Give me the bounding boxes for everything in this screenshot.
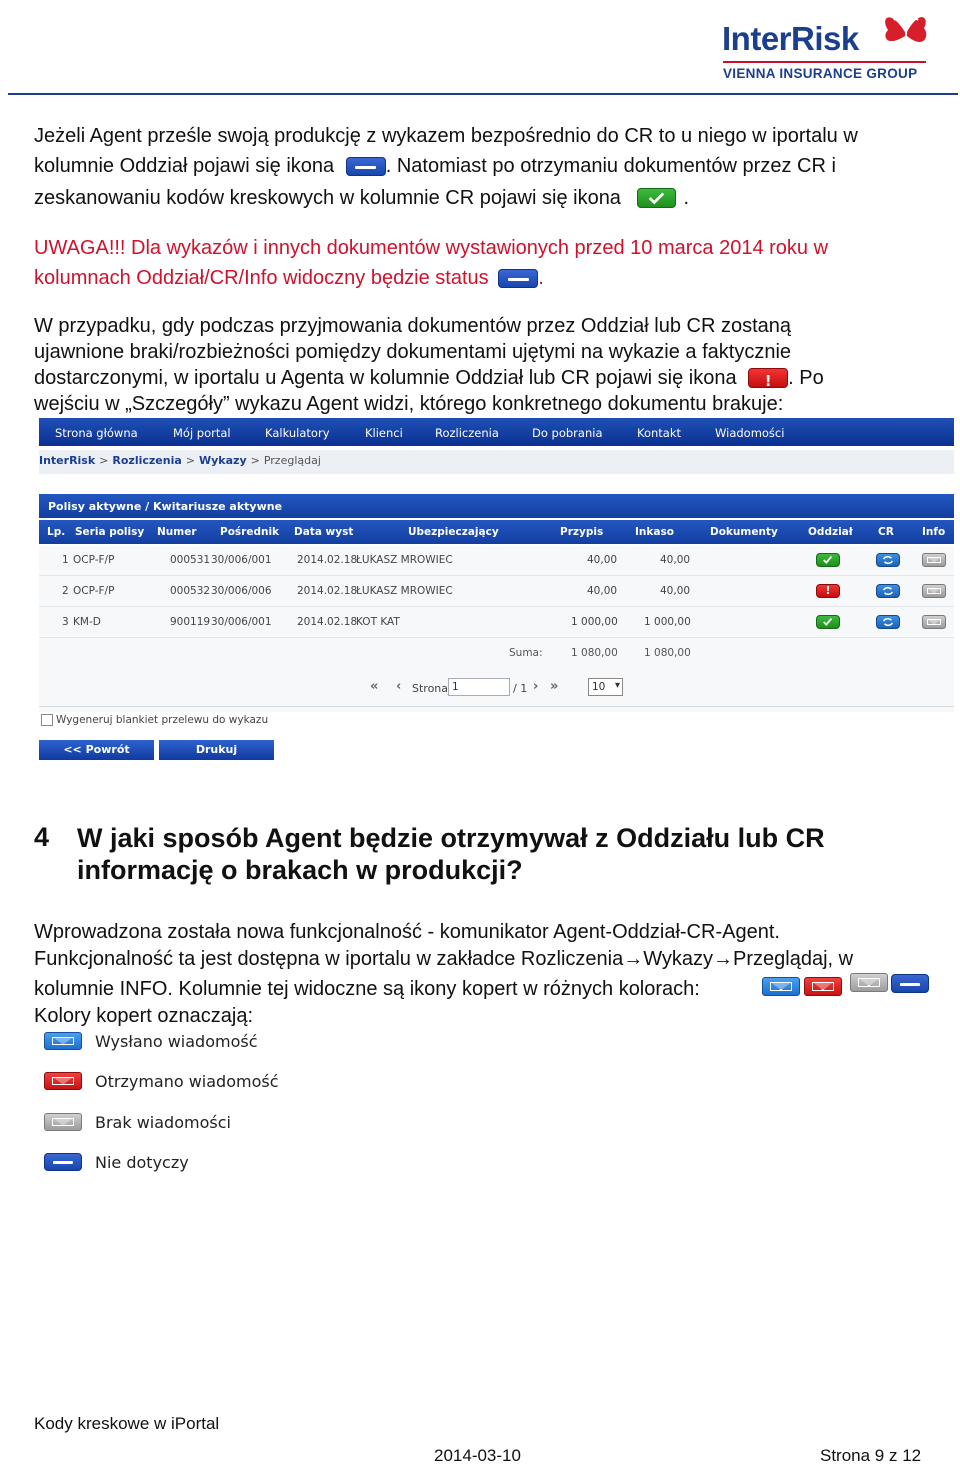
page-number-input[interactable]: 1 bbox=[448, 678, 510, 696]
logo-tagline: VIENNA INSURANCE GROUP bbox=[723, 66, 918, 81]
breadcrumb-item[interactable]: InterRisk bbox=[39, 454, 96, 467]
logo-divider bbox=[723, 61, 926, 63]
legend-label: Wysłano wiadomość bbox=[95, 1032, 258, 1051]
col-header: Seria polisy bbox=[75, 526, 145, 538]
first-page-icon[interactable]: « bbox=[370, 679, 379, 694]
legend-label: Nie dotyczy bbox=[95, 1153, 189, 1172]
col-header: Numer bbox=[157, 526, 197, 538]
text-line: UWAGA!!! Dla wykazów i innych dokumentów wystawionych przed 10 marca 2014 roku w bbox=[34, 237, 829, 259]
text-line: kolumnie INFO. Kolumnie tej widoczne są ikony kopert w różnych kolorach: bbox=[34, 978, 700, 1000]
page-label: Strona bbox=[412, 682, 449, 695]
breadcrumb-current: Przeglądaj bbox=[263, 454, 321, 467]
envelope-red-icon bbox=[44, 1072, 82, 1090]
minus-icon bbox=[346, 157, 386, 176]
iportal-screenshot bbox=[36, 418, 954, 763]
table-header bbox=[39, 520, 954, 544]
table-row[interactable]: 1 OCP-F/P 000531 30/006/001 2014.02.18 ŁUKASZ MROWIEC 40,00 40,00 bbox=[39, 546, 954, 576]
warning-paragraph bbox=[34, 233, 934, 293]
panel-title: Polisy aktywne / Kwitariusze aktywne bbox=[48, 500, 283, 513]
col-header: Oddział bbox=[808, 526, 853, 538]
col-header: Lp. bbox=[47, 526, 66, 538]
minus-icon bbox=[44, 1153, 82, 1171]
nav-item-calculators[interactable]: Kalkulatory bbox=[265, 426, 330, 440]
print-button[interactable]: Drukuj bbox=[159, 740, 274, 760]
nav-item-home[interactable]: Strona główna bbox=[55, 426, 138, 440]
col-header: Data wyst bbox=[294, 526, 354, 538]
text-line: zeskanowaniu kodów kreskowych w kolumnie CR pojawi się ikona . bbox=[34, 187, 690, 209]
legend-label: Otrzymano wiadomość bbox=[95, 1072, 279, 1091]
col-header: Pośrednik bbox=[220, 526, 280, 538]
sync-icon[interactable] bbox=[876, 584, 900, 598]
envelope-blue-icon bbox=[44, 1032, 82, 1050]
table-row[interactable]: 2 OCP-F/P 000532 30/006/006 2014.02.18 ŁUKASZ MROWIEC 40,00 40,00 ! bbox=[39, 577, 954, 607]
col-header: Ubezpieczający bbox=[408, 526, 499, 538]
breadcrumb: InterRisk > Rozliczenia > Wykazy > Przeglądaj bbox=[39, 454, 321, 467]
envelope-gray-icon bbox=[44, 1113, 82, 1131]
text-line: wejściu w „Szczegóły” wykazu Agent widzi, którego konkretnego dokumentu brakuje: bbox=[34, 393, 784, 415]
envelope-gray-icon[interactable] bbox=[922, 553, 946, 567]
nav-item-clients[interactable]: Klienci bbox=[365, 426, 403, 440]
nav-item-contact[interactable]: Kontakt bbox=[637, 426, 682, 440]
exclamation-icon bbox=[748, 368, 788, 388]
last-page-icon[interactable]: » bbox=[550, 679, 559, 694]
nav-item-messages[interactable]: Wiadomości bbox=[715, 426, 785, 440]
col-header: Przypis bbox=[560, 526, 604, 538]
text-line: Wprowadzona została nowa funkcjonalność - komunikator Agent-Oddział-CR-Agent. bbox=[34, 921, 780, 943]
col-header: Info bbox=[922, 526, 946, 538]
footer-page-number: Strona 9 z 12 bbox=[820, 1446, 922, 1465]
sync-icon[interactable] bbox=[876, 615, 900, 629]
envelope-gray-icon[interactable] bbox=[922, 584, 946, 598]
company-logo bbox=[720, 6, 930, 82]
back-button[interactable]: << Powrót bbox=[39, 740, 154, 760]
logo-name: InterRisk bbox=[722, 20, 859, 57]
transfer-form-checkbox[interactable] bbox=[41, 714, 53, 726]
text-line: W przypadku, gdy podczas przyjmowania dokumentów przez Oddział lub CR zostaną bbox=[34, 315, 792, 337]
nav-item-settlements[interactable]: Rozliczenia bbox=[435, 426, 499, 440]
envelope-gray-icon bbox=[850, 973, 888, 992]
col-header: CR bbox=[878, 526, 894, 538]
prev-page-icon[interactable]: ‹ bbox=[396, 679, 402, 694]
sum-przypis: 1 080,00 bbox=[571, 647, 618, 659]
footer-title: Kody kreskowe w iPortal bbox=[34, 1414, 220, 1433]
text-line: ujawnione braki/rozbieżności pomiędzy dokumentami ujętymi na wykazie a faktycznie bbox=[34, 341, 792, 363]
section-title: W jaki sposób Agent będzie otrzymywał z Oddziału lub CR informację o brakach w produkcji? bbox=[77, 823, 825, 885]
footer-date: 2014-03-10 bbox=[434, 1446, 521, 1465]
legend-item bbox=[42, 1151, 342, 1175]
sum-label: Suma: bbox=[509, 647, 543, 659]
nav-item-downloads[interactable]: Do pobrania bbox=[532, 426, 603, 440]
check-icon bbox=[637, 188, 676, 208]
breadcrumb-item[interactable]: Rozliczenia bbox=[112, 454, 182, 467]
nav-item-my-portal[interactable]: Mój portal bbox=[173, 426, 231, 440]
sum-row bbox=[39, 639, 954, 669]
intro-paragraph bbox=[34, 121, 934, 213]
minus-icon bbox=[498, 269, 538, 288]
legend-item bbox=[42, 1111, 342, 1135]
minus-icon bbox=[891, 974, 929, 993]
top-navigation bbox=[39, 418, 954, 446]
text-line: kolumnach Oddział/CR/Info widoczny będzie status . bbox=[34, 267, 544, 289]
page-total: / 1 bbox=[513, 682, 528, 695]
text-line: dostarczonymi, w iportalu u Agenta w kolumnie Oddział lub CR pojawi się ikona ! . Po bbox=[34, 365, 934, 391]
check-icon[interactable] bbox=[816, 615, 840, 629]
breadcrumb-item[interactable]: Wykazy bbox=[199, 454, 247, 467]
text-line: Funkcjonalność ta jest dostępna w iportalu w zakładce Rozliczenia→Wykazy→Przeglądaj, w bbox=[34, 948, 854, 970]
pagination bbox=[36, 678, 954, 700]
legend-item bbox=[42, 1070, 342, 1094]
messenger-paragraph bbox=[34, 919, 934, 1030]
table-row[interactable]: 3 KM-D 900119 30/006/001 2014.02.18 KOT KAT 1 000,00 1 000,00 bbox=[39, 608, 954, 638]
sync-icon[interactable] bbox=[876, 553, 900, 567]
envelope-red-icon bbox=[804, 977, 842, 996]
discrepancy-paragraph bbox=[34, 313, 934, 417]
legend-label: Brak wiadomości bbox=[95, 1113, 231, 1132]
col-header: Inkaso bbox=[635, 526, 674, 538]
col-header: Dokumenty bbox=[710, 526, 778, 538]
divider bbox=[39, 706, 954, 707]
header-rule bbox=[8, 93, 958, 95]
text-line: Jeżeli Agent prześle swoją produkcję z wykazem bezpośrednio do CR to u niego w iportalu w bbox=[34, 125, 858, 147]
envelope-gray-icon[interactable] bbox=[922, 615, 946, 629]
sum-inkaso: 1 080,00 bbox=[644, 647, 691, 659]
envelope-blue-icon bbox=[762, 977, 800, 996]
panel-title-bar bbox=[39, 494, 954, 518]
butterfly-logo-icon bbox=[880, 6, 930, 58]
breadcrumb-bar bbox=[39, 450, 954, 474]
text-line: Kolory kopert oznaczają: bbox=[34, 1005, 254, 1027]
check-icon[interactable] bbox=[816, 553, 840, 567]
next-page-icon[interactable]: › bbox=[533, 679, 539, 694]
page-size-select[interactable]: 10 ▾ bbox=[588, 678, 623, 696]
text-line: kolumnie Oddział pojawi się ikona . Natomiast po otrzymaniu dokumentów przez CR i bbox=[34, 155, 836, 177]
section-number: 4 bbox=[34, 822, 50, 852]
exclamation-icon[interactable] bbox=[816, 584, 840, 598]
checkbox-label: Wygeneruj blankiet przelewu do wykazu bbox=[56, 714, 269, 726]
legend-item bbox=[42, 1030, 342, 1054]
